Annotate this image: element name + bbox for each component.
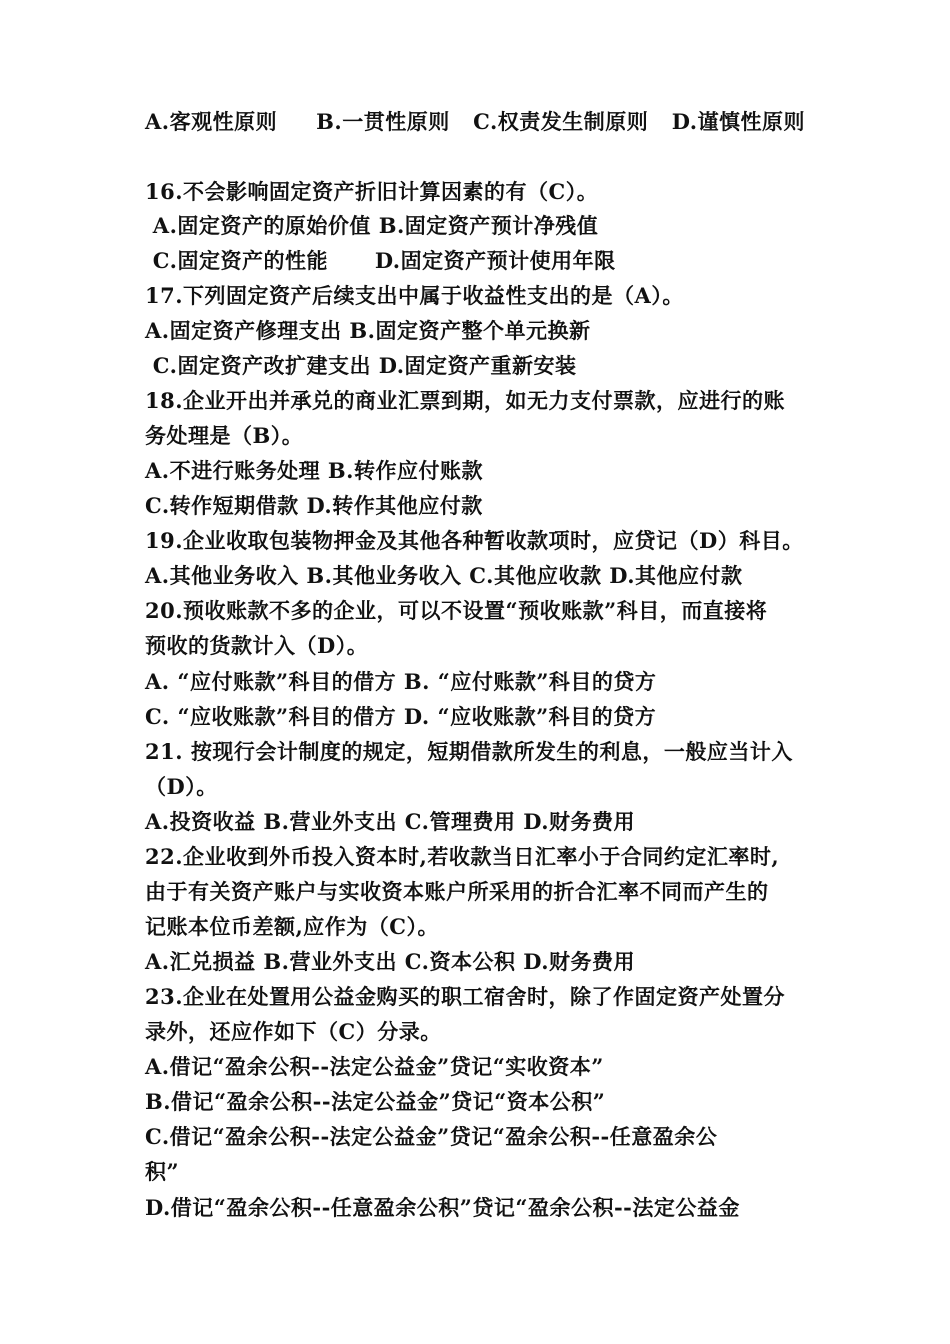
question-23: 23.企业在处置用公益金购买的职工宿舍时，除了作固定资产处置分	[145, 984, 786, 1009]
option-line: A.汇兑损益 B.营业外支出 C.资本公积 D.财务费用	[145, 949, 636, 974]
question-20-cont: 预收的货款计入（D）。	[145, 633, 369, 658]
option-line: C.转作短期借款 D.转作其他应付款	[145, 493, 483, 518]
option-line: A.不进行账务处理 B.转作应付账款	[145, 458, 483, 483]
option-line: A.客观性原则 B.一贯性原则 C.权责发生制原则 D.谨慎性原则	[145, 109, 806, 134]
option-line: C.借记“盈余公积--法定公益金”贷记“盈余公积--任意盈余公	[145, 1124, 718, 1149]
question-16: 16.不会影响固定资产折旧计算因素的有（C）。	[145, 179, 599, 204]
option-line: A.投资收益 B.营业外支出 C.管理费用 D.财务费用	[145, 809, 636, 834]
option-line: A.固定资产修理支出 B.固定资产整个单元换新	[145, 318, 591, 343]
question-19: 19.企业收取包装物押金及其他各种暂收款项时，应贷记（D）科目。	[145, 528, 804, 553]
option-line-cont: 积”	[145, 1159, 180, 1184]
question-18-cont: 务处理是（B）。	[145, 423, 304, 448]
question-22: 22.企业收到外币投入资本时,若收款当日汇率小于合同约定汇率时,	[145, 844, 780, 869]
question-18: 18.企业开出并承兑的商业汇票到期，如无力支付票款，应进行的账	[145, 388, 786, 413]
option-line: C.固定资产的性能 D.固定资产预计使用年限	[145, 248, 616, 273]
option-line: C. “应收账款”科目的借方 D. “应收账款”科目的贷方	[145, 704, 657, 729]
question-21-cont: （D）。	[145, 774, 218, 799]
option-line: A.借记“盈余公积--法定公益金”贷记“实收资本”	[145, 1054, 604, 1079]
question-20: 20.预收账款不多的企业，可以不设置“预收账款”科目，而直接将	[145, 598, 768, 623]
question-22-cont: 记账本位币差额,应作为（C）。	[145, 914, 440, 939]
option-line: A. “应付账款”科目的借方 B. “应付账款”科目的贷方	[145, 669, 657, 694]
option-line: C.固定资产改扩建支出 D.固定资产重新安装	[145, 353, 577, 378]
question-22-cont: 由于有关资产账户与实收资本账户所采用的折合汇率不同而产生的	[145, 879, 769, 904]
question-21: 21. 按现行会计制度的规定，短期借款所发生的利息，一般应当计入	[145, 739, 793, 764]
option-line: D.借记“盈余公积--任意盈余公积”贷记“盈余公积--法定公益金	[145, 1195, 740, 1220]
option-line: A.固定资产的原始价值 B.固定资产预计净残值	[145, 213, 599, 238]
option-line: B.借记“盈余公积--法定公益金”贷记“资本公积”	[145, 1089, 606, 1114]
option-line: A.其他业务收入 B.其他业务收入 C.其他应收款 D.其他应付款	[145, 563, 743, 588]
question-23-cont: 录外，还应作如下（C）分录。	[145, 1019, 442, 1044]
question-17: 17.下列固定资产后续支出中属于收益性支出的是（A）。	[145, 283, 684, 308]
